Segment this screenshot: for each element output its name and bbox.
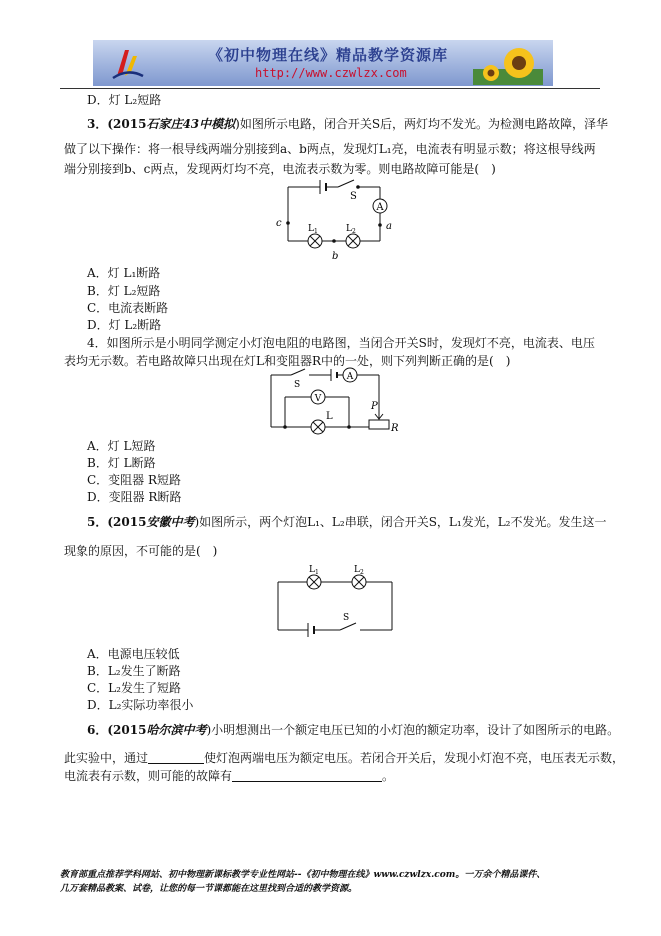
q5-lamp1-label: $L_1$ [309,565,319,576]
q5-source: 安徽中考 [146,515,195,529]
q3-number: 3．(2015 [87,117,147,131]
q6-stem-3 [64,768,394,784]
q6-stem-2 [64,750,624,766]
q3-option-d: D．灯 L₂断路 [87,318,162,332]
switch-label: S [350,191,357,202]
q5-text-a: )如图所示，两个灯泡L₁、L₂串联，闭合开关S，L₁发光，L₂不发光。发生这一 [194,515,607,529]
q5-stem-1 [87,514,606,530]
point-a-label: a [386,221,392,232]
q3-option-c: C．电流表断路 [87,301,169,315]
q3-source: 石家庄43中模拟 [146,117,236,131]
q4-lamp-label: L [326,411,333,422]
q5-option-a: A．电源电压较低 [87,647,180,661]
q5-option-d: D．L₂实际功率很小 [87,698,194,712]
q4-rheostat-label: R [391,423,399,434]
q6-source: 哈尔滨中考 [146,723,207,737]
q6-blank-1[interactable] [148,751,204,764]
point-c-label: c [276,218,282,229]
footer-line-2: 几万套精品教案、试卷，让您的每一节课都能在这里找到合适的教学资源。 [60,884,358,894]
q3-option-b: B．灯 L₂短路 [87,284,161,298]
q6-text-c2: 。 [382,769,395,783]
q3-option-a: A．灯 L₁断路 [87,266,161,280]
lamp1-label: $L_1$ [308,224,318,235]
q6-text-a: )小明想测出一个额定电压已知的小灯泡的额定功率，设计了如图所示的电路。 [206,723,620,737]
site-logo-icon [111,46,145,80]
footer-line-1: 教育部重点推荐学科网站、初中物理新课标教学专业性网站--《初中物理在线》www.czwlzx.com。一万余个精品课件、 [60,870,546,880]
header-banner [93,40,553,86]
q6-text-c1: 电流表有示数，则可能的故障有 [64,769,233,783]
point-b-label: b [332,251,339,262]
q4-voltmeter-label: V [314,394,322,404]
q4-stem-1: 4．如图所示是小明同学测定小灯泡电阻的电路图，当闭合开关S时，发现灯不亮，电流表、电压 [87,336,595,350]
q6-text-b2: 使灯泡两端电压为额定电压。若闭合开关后，发现小灯泡不亮，电压表无示数， [204,751,625,765]
q3-stem-3: 端分别接到b、c两点，发现两灯均不亮，电流表示数为零。则电路故障可能是( ) [64,162,496,176]
q4-ammeter-label: A [346,372,354,382]
q5-option-c: C．L₂发生了短路 [87,681,181,695]
q4-slider-label: P [371,401,378,412]
banner-title: 《初中物理在线》精品教学资源库 [208,46,449,64]
q4-switch-label: S [294,380,301,390]
q5-lamp2-label: $L_2$ [354,565,364,576]
q6-stem-1 [87,722,619,738]
sunflower-icon [473,43,543,85]
q3-circuit-diagram [270,175,400,265]
q5-switch-label: S [343,613,350,623]
q5-circuit-diagram [270,562,400,638]
q6-number: 6．(2015 [87,723,147,737]
ammeter-label: A [376,202,384,213]
q6-blank-2[interactable] [232,769,382,782]
q3-stem-1 [87,116,608,132]
page-footer [60,868,605,896]
q4-option-b: B．灯 L断路 [87,456,156,470]
q5-stem-2: 现象的原因，不可能的是( ) [64,544,218,558]
q5-option-b: B．L₂发生了断路 [87,664,181,678]
q4-stem-2: 表均无示数。若电路故障只出现在灯L和变阻器R中的一处，则下列判断正确的是( ) [64,354,511,368]
q3-stem-2: 做了以下操作：将一根导线两端分别接到a、b两点，发现灯L₁亮，电流表有明显示数；将这根导线两 [64,142,596,156]
q2-option-d: D．灯 L₂短路 [87,93,162,107]
q4-option-c: C．变阻器 R短路 [87,473,182,487]
q6-text-b1: 此实验中，通过 [64,751,149,765]
q4-option-d: D．变阻器 R断路 [87,490,182,504]
header-rule [60,88,600,89]
q4-option-a: A．灯 L短路 [87,439,156,453]
q4-circuit-diagram [265,365,405,437]
banner-url[interactable]: http://www.czwlzx.com [255,66,407,80]
q3-text-a: )如图所示电路，闭合开关S后，两灯均不发光。为检测电路故障，泽华 [235,117,609,131]
lamp2-label: $L_2$ [346,224,356,235]
q5-number: 5．(2015 [87,515,147,529]
